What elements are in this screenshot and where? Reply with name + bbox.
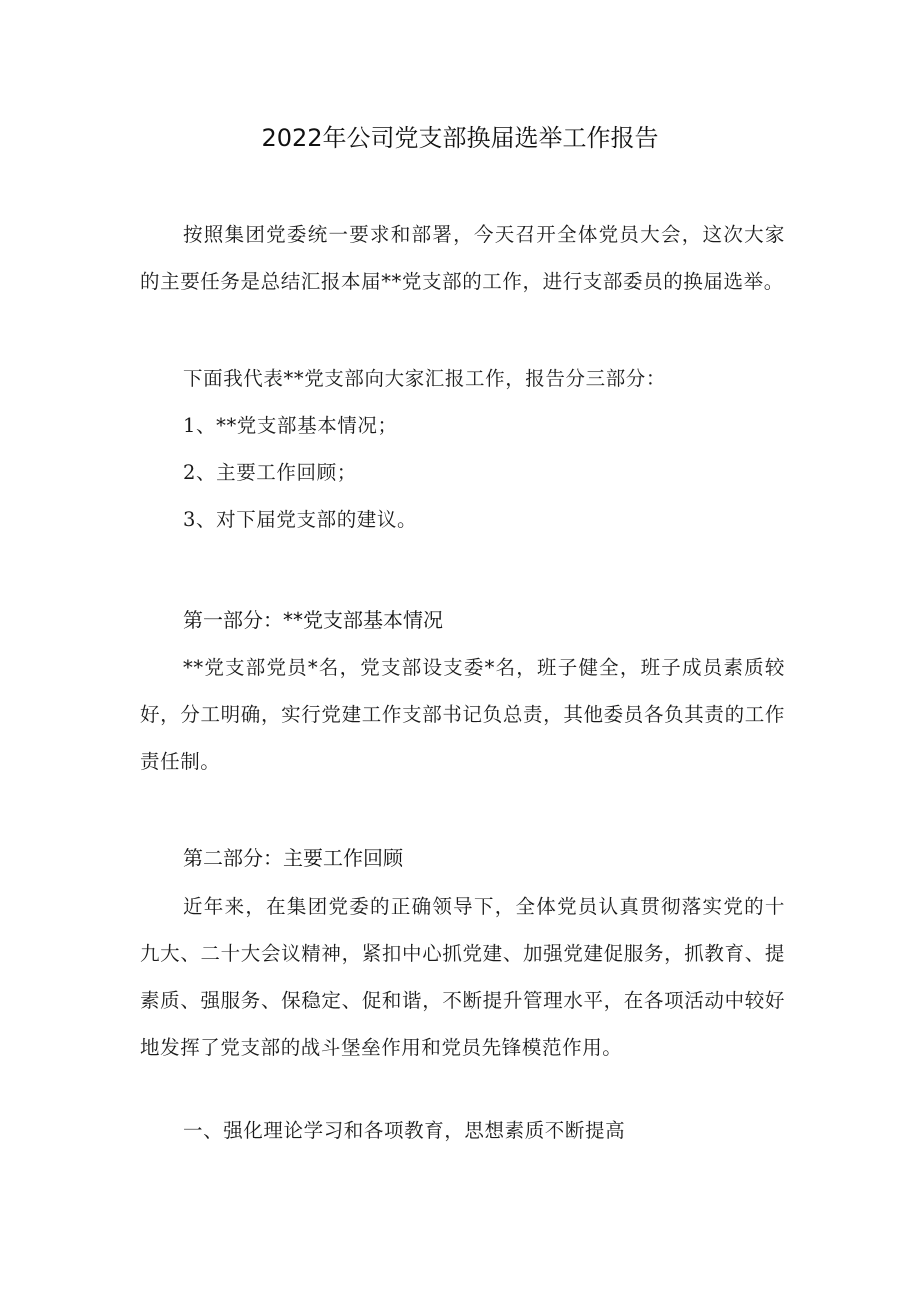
intro-paragraph: 按照集团党委统一要求和部署，今天召开全体党员大会，这次大家的主要任务是总结汇报本届**党支部的工作，进行支部委员的换届选举。: [140, 223, 785, 293]
part1-heading: 第一部分：**党支部基本情况: [183, 608, 443, 632]
report-intro: 下面我代表**党支部向大家汇报工作，报告分三部分：: [183, 367, 667, 390]
outline-item-1: 1、**党支部基本情况；: [183, 414, 398, 437]
document-title: 2022年公司党支部换届选举工作报告: [261, 124, 659, 152]
part2-heading: 第二部分：主要工作回顾: [183, 846, 403, 870]
section-subheading: 一、强化理论学习和各项教育，思想素质不断提高: [183, 1119, 626, 1142]
outline-item-2: 2、主要工作回顾；: [183, 461, 357, 484]
outline-item-3: 3、对下届党支部的建议。: [183, 508, 418, 531]
part1-paragraph: **党支部党员*名，党支部设支委*名，班子健全，班子成员素质较好，分工明确，实行党建工作支部书记负总责，其他委员各负其责的工作责任制。: [140, 656, 785, 773]
part2-paragraph: 近年来，在集团党委的正确领导下，全体党员认真贯彻落实党的十九大、二十大会议精神，紧扣中心抓党建、加强党建促服务，抓教育、提素质、强服务、保稳定、促和谐，不断提升管理水平，在各项活动中较好地发挥了党支部的战斗堡垒作用和党员先锋模范作用。: [140, 895, 785, 1059]
